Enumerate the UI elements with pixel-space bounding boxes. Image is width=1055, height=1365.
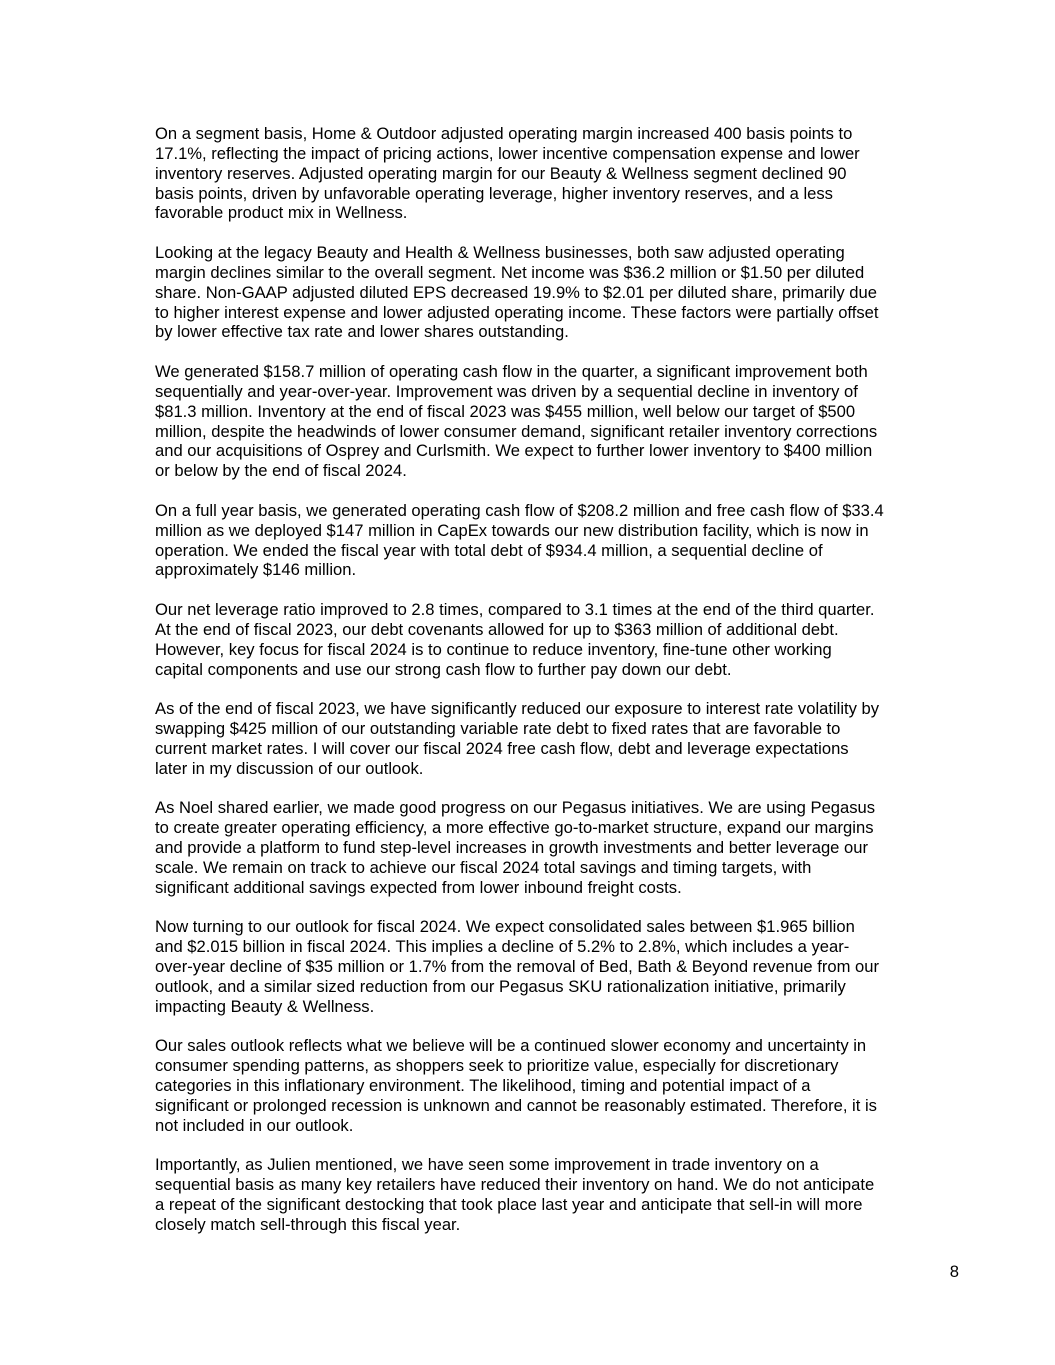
paragraph-outlook-fiscal-2024: [155, 917, 923, 1016]
text-line: to higher interest expense and lower adjusted operating income. These factors were partially offset: [155, 302, 879, 322]
text-line: On a full year basis, we generated operating cash flow of $208.2 million and free cash flow of $33.4: [155, 500, 884, 520]
text-line: Our sales outlook reflects what we believe will be a continued slower economy and uncertainty in: [155, 1036, 867, 1056]
text-line: Importantly, as Julien mentioned, we have seen some improvement in trade inventory on a: [155, 1155, 819, 1175]
text-line: approximately $146 million.: [155, 560, 357, 580]
text-line: At the end of fiscal 2023, our debt covenants allowed for up to $363 million of additional debt.: [155, 619, 839, 639]
text-line: by lower effective tax rate and lower shares outstanding.: [155, 322, 569, 342]
text-line: We generated $158.7 million of operating cash flow in the quarter, a significant improvement both: [155, 362, 868, 382]
text-line: As Noel shared earlier, we made good progress on our Pegasus initiatives. We are using Pegasus: [155, 798, 876, 818]
paragraph-net-income: [155, 243, 923, 342]
text-line: Our net leverage ratio improved to 2.8 times, compared to 3.1 times at the end of the third quarter.: [155, 600, 875, 620]
text-line: $81.3 million. Inventory at the end of fiscal 2023 was $455 million, well below our target of $500: [155, 401, 856, 421]
text-line: swapping $425 million of our outstanding variable rate debt to fixed rates that are favorable to: [155, 719, 841, 739]
text-line: and provide a platform to fund step-level increases in growth investments and better leverage our: [155, 838, 869, 858]
text-line: Now turning to our outlook for fiscal 2024. We expect consolidated sales between $1.965 billion: [155, 917, 855, 937]
text-line: sequential basis as many key retailers have reduced their inventory on hand. We do not anticipate: [155, 1175, 875, 1195]
text-line: favorable product mix in Wellness.: [155, 203, 408, 223]
text-line: million, despite the headwinds of lower consumer demand, significant retailer inventory corrections: [155, 421, 878, 441]
text-line: consumer spending patterns, as shoppers seek to prioritize value, especially for discretionary: [155, 1056, 839, 1076]
text-line: operation. We ended the fiscal year with total debt of $934.4 million, a sequential decline of: [155, 540, 823, 560]
text-line: On a segment basis, Home & Outdoor adjusted operating margin increased 400 basis points to: [155, 124, 853, 143]
text-line: over-year decline of $35 million or 1.7% from the removal of Bed, Bath & Beyond revenue from our: [155, 957, 880, 977]
text-line: million as we deployed $147 million in CapEx towards our new distribution facility, which is now in: [155, 520, 869, 540]
text-line: later in my discussion of our outlook.: [155, 758, 424, 778]
text-line: inventory reserves. Adjusted operating margin for our Beauty & Wellness segment declined 90: [155, 163, 847, 183]
text-line: sequentially and year-over-year. Improvement was driven by a sequential decline in inventory of: [155, 381, 858, 401]
paragraph-segment-margins: [155, 124, 923, 223]
text-line: significant additional savings expected from lower inbound freight costs.: [155, 877, 682, 897]
paragraph-operating-cash-flow: [155, 362, 923, 481]
text-line: significant or prolonged recession is unknown and cannot be reasonably estimated. Therefore, it is: [155, 1095, 877, 1115]
text-line: As of the end of fiscal 2023, we have significantly reduced our exposure to interest rate volatility by: [155, 699, 880, 719]
text-line: to create greater operating efficiency, a more effective go-to-market structure, expand our margins: [155, 818, 874, 838]
text-line: scale. We remain on track to achieve our fiscal 2024 total savings and timing targets, with: [155, 857, 812, 877]
document-body: [155, 124, 923, 1255]
text-line: and our acquisitions of Osprey and Curlsmith. We expect to further lower inventory to $400 million: [155, 441, 873, 461]
text-line: impacting Beauty & Wellness.: [155, 996, 375, 1016]
paragraph-net-leverage: [155, 600, 923, 679]
text-line: capital components and use our strong cash flow to further pay down our debt.: [155, 659, 732, 679]
text-line: share. Non-GAAP adjusted diluted EPS decreased 19.9% to $2.01 per diluted share, primarily due: [155, 282, 877, 302]
text-line: However, key focus for fiscal 2024 is to continue to reduce inventory, fine-tune other working: [155, 639, 832, 659]
paragraph-interest-rate: [155, 699, 923, 778]
paragraph-pegasus: [155, 798, 923, 897]
text-line: current market rates. I will cover our fiscal 2024 free cash flow, debt and leverage expectations: [155, 738, 849, 758]
text-line: margin declines similar to the overall segment. Net income was $36.2 million or $1.50 per diluted: [155, 262, 865, 282]
text-line: categories in this inflationary environment. The likelihood, timing and potential impact of a: [155, 1076, 811, 1096]
paragraph-trade-inventory: [155, 1155, 923, 1234]
text-line: and $2.015 billion in fiscal 2024. This implies a decline of 5.2% to 2.8%, which includes a year-: [155, 937, 850, 957]
text-line: or below by the end of fiscal 2024.: [155, 461, 407, 481]
paragraph-sales-outlook: [155, 1036, 923, 1135]
text-line: closely match sell-through this fiscal year.: [155, 1214, 461, 1234]
paragraph-full-year-cash-flow: [155, 501, 923, 580]
text-line: not included in our outlook.: [155, 1115, 354, 1135]
text-line: a repeat of the significant destocking that took place last year and anticipate that sell-in will more: [155, 1195, 863, 1215]
text-line: 17.1%, reflecting the impact of pricing actions, lower incentive compensation expense and lower: [155, 143, 860, 163]
text-line: Looking at the legacy Beauty and Health & Wellness businesses, both saw adjusted operating: [155, 243, 845, 263]
text-line: basis points, driven by unfavorable operating leverage, higher inventory reserves, and a less: [155, 183, 833, 203]
text-line: outlook, and a similar sized reduction from our Pegasus SKU rationalization initiative, primarily: [155, 976, 846, 996]
page-number: 8: [949, 1262, 959, 1281]
